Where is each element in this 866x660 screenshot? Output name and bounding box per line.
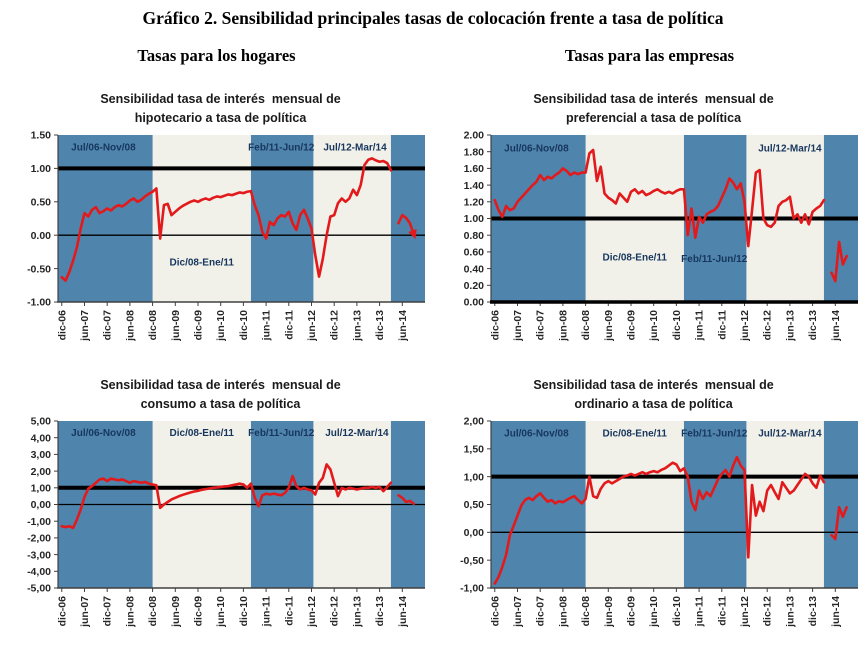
y-tick-label: -2,00 bbox=[27, 532, 51, 545]
x-tick-label: jun-07 bbox=[78, 310, 91, 341]
chart-title: Sensibilidad tasa de interés mensual de bbox=[100, 378, 341, 392]
band-label: Jul/12-Mar/14 bbox=[758, 143, 822, 155]
x-tick-label: dic-07 bbox=[101, 310, 114, 341]
y-tick-label: 0.00 bbox=[463, 296, 484, 309]
chart-preferencial bbox=[441, 128, 866, 372]
x-tick-label: jun-09 bbox=[602, 310, 615, 341]
shaded-band bbox=[824, 421, 858, 588]
band-label: Dic/08-Ene/11 bbox=[169, 428, 235, 440]
x-tick-label: jun-08 bbox=[557, 596, 570, 627]
y-tick-label: 0.00 bbox=[30, 229, 51, 242]
y-tick-label: 0.80 bbox=[463, 229, 484, 242]
y-tick-label: 2,00 bbox=[30, 465, 51, 478]
x-tick-label: jun-14 bbox=[829, 310, 842, 341]
x-tick-label: jun-09 bbox=[169, 596, 182, 627]
y-tick-label: 1.50 bbox=[30, 129, 51, 142]
chart-consumo bbox=[8, 414, 433, 658]
band-label: Feb/11-Jun/12 bbox=[248, 428, 315, 440]
x-tick-label: dic-12 bbox=[328, 310, 341, 341]
y-tick-label: 0.50 bbox=[30, 196, 51, 209]
x-tick-label: jun-12 bbox=[738, 596, 751, 627]
x-tick-label: jun-08 bbox=[124, 310, 137, 341]
y-tick-label: 1.60 bbox=[463, 163, 484, 176]
y-tick-label: -5,00 bbox=[27, 582, 51, 595]
x-tick-label: dic-07 bbox=[534, 596, 547, 627]
x-tick-label: jun-12 bbox=[305, 310, 318, 341]
x-tick-label: dic-07 bbox=[534, 310, 547, 341]
chart-title-line2: ordinario a tasa de política bbox=[574, 397, 733, 411]
x-tick-label: jun-10 bbox=[648, 596, 661, 627]
x-tick-label: dic-11 bbox=[716, 310, 729, 340]
x-tick-label: jun-11 bbox=[693, 596, 706, 627]
x-tick-label: jun-08 bbox=[124, 596, 137, 627]
x-tick-label: jun-14 bbox=[396, 596, 409, 627]
x-tick-label: jun-08 bbox=[557, 310, 570, 341]
x-tick-label: jun-09 bbox=[602, 596, 615, 627]
x-tick-label: dic-06 bbox=[489, 596, 502, 627]
chart-title: Sensibilidad tasa de interés mensual de bbox=[100, 92, 341, 106]
x-tick-label: dic-08 bbox=[147, 596, 160, 627]
x-tick-label: dic-11 bbox=[283, 596, 296, 626]
y-tick-label: 2.00 bbox=[463, 129, 484, 142]
y-tick-label: 1.80 bbox=[463, 146, 484, 159]
x-tick-label: dic-12 bbox=[761, 596, 774, 627]
chart-title-line2: preferencial a tasa de política bbox=[565, 111, 742, 125]
x-tick-label: dic-06 bbox=[489, 310, 502, 341]
x-tick-label: jun-12 bbox=[738, 310, 751, 341]
x-tick-label: jun-13 bbox=[351, 310, 364, 341]
x-tick-label: dic-09 bbox=[625, 310, 638, 341]
y-tick-label: 1,00 bbox=[30, 482, 51, 495]
chart-block-consumo bbox=[8, 376, 433, 660]
chart-title: Sensibilidad tasa de interés mensual de bbox=[533, 378, 774, 392]
x-tick-label: jun-07 bbox=[511, 310, 524, 341]
band-label: Jul/06-Nov/08 bbox=[71, 428, 136, 440]
x-tick-label: dic-11 bbox=[716, 596, 729, 626]
y-tick-label: 1.40 bbox=[463, 179, 484, 192]
x-tick-label: dic-13 bbox=[807, 596, 820, 627]
shaded-band bbox=[58, 135, 153, 302]
y-tick-label: 0,00 bbox=[30, 499, 51, 512]
x-tick-label: dic-06 bbox=[56, 310, 69, 341]
band-label: Dic/08-Ene/11 bbox=[602, 252, 668, 264]
y-tick-label: 1,50 bbox=[463, 443, 484, 456]
x-tick-label: jun-11 bbox=[260, 310, 273, 341]
x-tick-label: dic-08 bbox=[147, 310, 160, 341]
x-tick-label: jun-07 bbox=[78, 596, 91, 627]
y-tick-label: 5,00 bbox=[30, 415, 51, 428]
y-tick-label: -1,00 bbox=[27, 515, 51, 528]
band-label: Jul/06-Nov/08 bbox=[504, 428, 569, 440]
band-label: Feb/11-Jun/12 bbox=[248, 142, 315, 154]
x-tick-label: jun-13 bbox=[784, 310, 797, 341]
y-tick-label: 0.20 bbox=[463, 279, 484, 292]
x-tick-label: dic-10 bbox=[237, 596, 250, 627]
x-tick-label: dic-13 bbox=[807, 310, 820, 341]
x-tick-label: dic-11 bbox=[283, 310, 296, 340]
x-tick-label: dic-10 bbox=[670, 310, 683, 341]
band-label: Jul/06-Nov/08 bbox=[71, 142, 136, 154]
x-tick-label: jun-10 bbox=[648, 310, 661, 341]
y-tick-label: 1.00 bbox=[30, 163, 51, 176]
chart-block-hipotecario bbox=[8, 90, 433, 374]
band-label: Jul/12-Mar/14 bbox=[758, 428, 822, 440]
y-tick-label: -1.00 bbox=[27, 296, 51, 309]
x-tick-label: dic-09 bbox=[625, 596, 638, 627]
x-tick-label: jun-11 bbox=[260, 596, 273, 627]
x-tick-label: jun-12 bbox=[305, 596, 318, 627]
y-tick-label: 2,00 bbox=[463, 415, 484, 428]
x-tick-label: jun-10 bbox=[215, 310, 228, 341]
chart-block-ordinario bbox=[441, 376, 866, 660]
x-tick-label: dic-10 bbox=[237, 310, 250, 341]
x-tick-label: dic-07 bbox=[101, 596, 114, 627]
y-tick-label: -0,50 bbox=[460, 554, 484, 567]
x-tick-label: dic-13 bbox=[374, 310, 387, 341]
x-tick-label: dic-10 bbox=[670, 596, 683, 627]
x-tick-label: jun-14 bbox=[396, 310, 409, 341]
x-tick-label: dic-06 bbox=[56, 596, 69, 627]
x-tick-label: dic-09 bbox=[192, 310, 205, 341]
x-tick-label: dic-08 bbox=[580, 596, 593, 627]
y-tick-label: -0.50 bbox=[27, 263, 51, 276]
y-tick-label: 0.60 bbox=[463, 246, 484, 259]
x-tick-label: dic-09 bbox=[192, 596, 205, 627]
x-tick-label: jun-11 bbox=[693, 310, 706, 341]
y-tick-label: 1.20 bbox=[463, 196, 484, 209]
chart-block-preferencial bbox=[441, 90, 866, 374]
y-tick-label: 1,00 bbox=[463, 471, 484, 484]
y-tick-label: -4,00 bbox=[27, 565, 51, 578]
x-tick-label: jun-10 bbox=[215, 596, 228, 627]
y-tick-label: 4,00 bbox=[30, 432, 51, 445]
x-tick-label: jun-09 bbox=[169, 310, 182, 341]
y-tick-label: 0.40 bbox=[463, 263, 484, 276]
band-label: Dic/08-Ene/11 bbox=[602, 428, 668, 440]
x-tick-label: jun-13 bbox=[351, 596, 364, 627]
y-tick-label: 0,50 bbox=[463, 499, 484, 512]
x-tick-label: jun-14 bbox=[829, 596, 842, 627]
x-tick-label: jun-13 bbox=[784, 596, 797, 627]
page-title: Gráfico 2. Sensibilidad principales tasas de colocación frente a tasa de política bbox=[142, 8, 724, 28]
band-label: Feb/11-Jun/12 bbox=[681, 428, 748, 440]
y-tick-label: -3,00 bbox=[27, 549, 51, 562]
column-header-empresas: Tasas para las empresas bbox=[564, 46, 735, 65]
chart-title-line2: consumo a tasa de política bbox=[140, 397, 301, 411]
y-tick-label: 3,00 bbox=[30, 449, 51, 462]
column-header-hogares: Tasas para los hogares bbox=[137, 46, 296, 65]
chart-hipotecario bbox=[8, 128, 433, 372]
band-label: Dic/08-Ene/11 bbox=[169, 257, 235, 269]
y-tick-label: -1,00 bbox=[460, 582, 484, 595]
chart-title-line2: hipotecario a tasa de política bbox=[134, 111, 307, 125]
band-label: Feb/11-Jun/12 bbox=[681, 253, 748, 265]
shaded-band bbox=[491, 421, 586, 588]
x-tick-label: jun-07 bbox=[511, 596, 524, 627]
band-label: Jul/06-Nov/08 bbox=[504, 143, 569, 155]
y-tick-label: 0,00 bbox=[463, 527, 484, 540]
y-tick-label: 1.00 bbox=[463, 213, 484, 226]
chart-ordinario bbox=[441, 414, 866, 658]
x-tick-label: dic-12 bbox=[761, 310, 774, 341]
chart-title: Sensibilidad tasa de interés mensual de bbox=[533, 92, 774, 106]
x-tick-label: dic-08 bbox=[580, 310, 593, 341]
band-label: Jul/12-Mar/14 bbox=[323, 142, 387, 154]
x-tick-label: dic-12 bbox=[328, 596, 341, 627]
band-label: Jul/12-Mar/14 bbox=[325, 428, 389, 440]
x-tick-label: dic-13 bbox=[374, 596, 387, 627]
